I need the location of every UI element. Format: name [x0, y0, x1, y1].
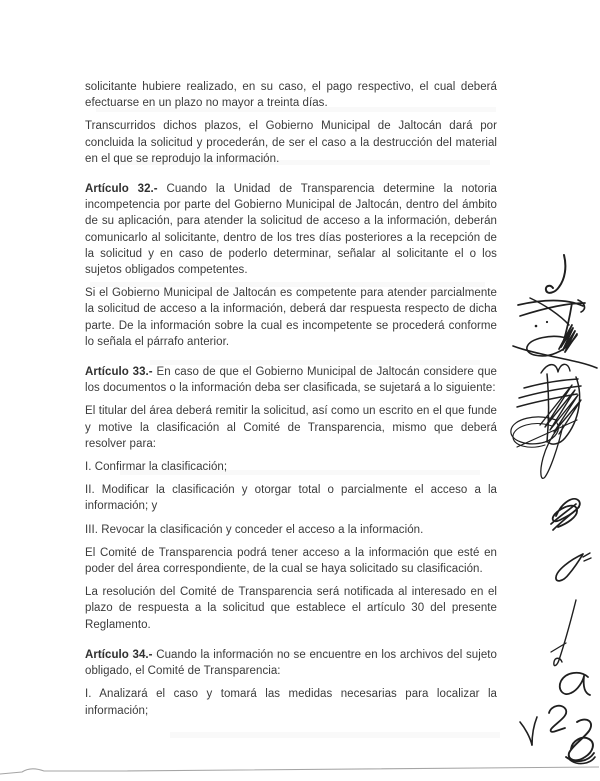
signature-flourish-icon [513, 298, 597, 368]
article-34-paragraph: Artículo 34.- Cuando la información no se encuentre en los archivos del sujeto obligado, el Comité de Transparencia: [85, 648, 497, 678]
article-33-paragraph: Artículo 33.- En caso de que el Gobierno Municipal de Jaltocán considere que los documentos o la información deba ser clasificada, se sujetará a lo siguiente: [85, 366, 497, 395]
ink-knot-icon [551, 499, 580, 530]
list-item-i: I. Confirmar la clasificación; [85, 461, 228, 474]
list-item-iii: III. Revocar la clasificación y conceder el acceso a la información. [85, 523, 424, 536]
article-33-number: Artículo 33.- [85, 366, 153, 379]
scan-artifact [170, 732, 500, 738]
document-paragraph: El Comité de Transparencia podrá tener acceso a la información que esté en poder del área correspondiente, de la cual se haya solicitado su clasificación. [85, 546, 497, 576]
list-item-i: I. Analizará el caso y tomará las medidas necesarias para localizar la información; [85, 688, 497, 717]
ink-ampersand-knot-icon [566, 720, 595, 764]
document-paragraph: El titular del área deberá remitir la solicitud, así como un escrito en el que funde y motive la clasificación al Comité de Transparencia, mismo que deberá resolver para: [85, 405, 497, 450]
ink-mark-2-icon [549, 706, 566, 732]
document-paragraph: La resolución del Comité de Transparencia será notificada al interesado en el plazo de respuesta a la solicitud que establece el artículo 30 del presente Reglamento. [85, 586, 497, 631]
long-stroke-icon [551, 600, 576, 666]
document-paragraph: Transcurridos dichos plazos, el Gobierno Municipal de Jaltocán dará por concluida la solicitud y procederán, de ser el caso a la destrucción del material en el que se reprodujo la información. [85, 120, 497, 165]
document-paragraph: Si el Gobierno Municipal de Jaltocán es competente para atender parcialmente la solicitud de acceso a la información, deberá dar respuesta respecto de dicha parte. De la información sobre la cual es incompetente se procederá conforme lo señala el párrafo anterior. [85, 287, 497, 348]
signature-scribble-icon [511, 364, 581, 478]
ink-loop-a-icon [560, 673, 590, 695]
list-item-ii: II. Modificar la clasificación y otorgar total o parcialmente el acceso a la información; y [85, 484, 497, 513]
ink-check-icon [520, 717, 537, 745]
article-32-paragraph: Artículo 32.- Cuando la Unidad de Transparencia determine la notoria incompetencia por parte del Gobierno Municipal de Jaltocán, dentro del ámbito de su aplicación, para atender la solicitud de acceso a la información, deberán comunicarlo al solicitante, dentro de los tres días posteriores a la recepción de la solicitud y en caso de poderlo determinar, señalar al solicitante el o los sujetos obligados competentes. [85, 183, 498, 277]
ink-leaf-icon [556, 553, 591, 581]
signature-hook-icon [546, 255, 566, 293]
document-body [85, 79, 497, 726]
article-32-number: Artículo 32.- [85, 183, 158, 196]
page-edge-line [0, 762, 600, 778]
article-34-number: Artículo 34.- [85, 648, 153, 661]
document-paragraph: solicitante hubiere realizado, en su caso, el pago respectivo, el cual deberá efectuarse en un plazo no mayor a treinta días. [85, 81, 497, 110]
